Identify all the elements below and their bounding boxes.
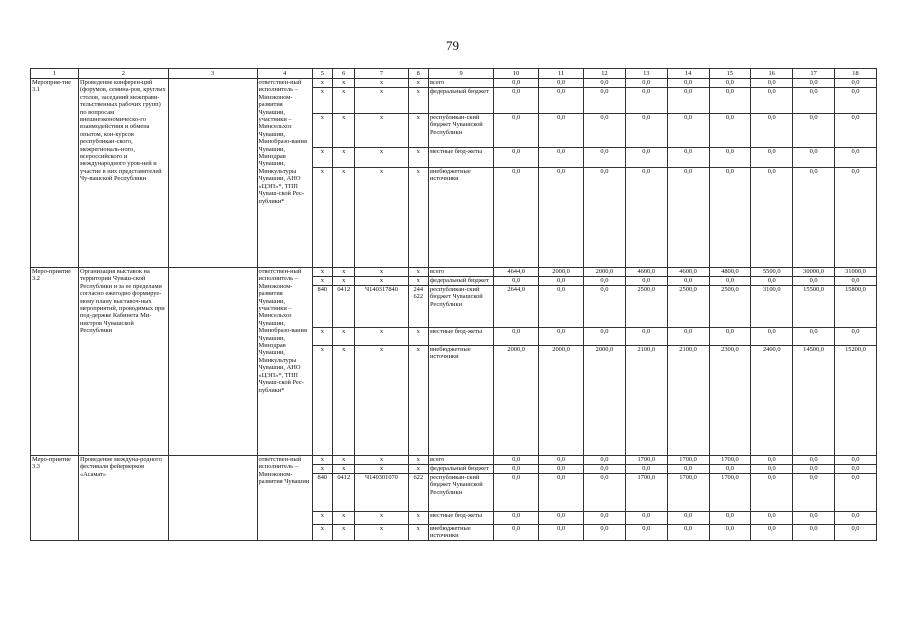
funding-value: 0,0 <box>834 525 876 541</box>
funding-value: 0,0 <box>751 114 793 148</box>
funding-source: федеральный бюджет <box>428 277 493 286</box>
expense-type-code: x <box>408 346 428 456</box>
measure-name: Организация выставок на территории Чуваш-ской Республики и за ее пределами согласно ежегодно формируе-мому плану выставоч-ных мероприятий, проводимых при под-держке Кабинета Ми-нистров Чувашской Республики <box>78 268 168 456</box>
funding-value: 0,0 <box>584 79 626 88</box>
funding-value: 0,0 <box>584 277 626 286</box>
funding-value: 0,0 <box>834 114 876 148</box>
section-code: x <box>333 277 355 286</box>
grbs-code: x <box>312 114 332 148</box>
funding-value: 0,0 <box>539 474 584 512</box>
funding-value: 0,0 <box>625 79 667 88</box>
section-code: x <box>333 456 355 465</box>
funding-value: 0,0 <box>751 79 793 88</box>
funding-source: республикан-ский бюджет Чувашской Республики <box>428 474 493 512</box>
section-code: 0412 <box>333 474 355 512</box>
funding-value: 0,0 <box>751 465 793 474</box>
funding-value: 0,0 <box>751 456 793 465</box>
column-header: 12 <box>584 69 626 79</box>
expense-type-code: x <box>408 277 428 286</box>
expense-type-code: x <box>408 328 428 346</box>
grbs-code: 840 <box>312 474 332 512</box>
funding-value: 0,0 <box>709 277 751 286</box>
funding-value: 0,0 <box>584 512 626 525</box>
funding-value: 0,0 <box>584 474 626 512</box>
funding-value: 0,0 <box>494 88 539 114</box>
measure-executor: ответствен-ный исполнитель – Минэконом-развития Чувашии <box>257 456 312 541</box>
expense-type-code: 244 622 <box>408 286 428 328</box>
funding-source: всего <box>428 268 493 277</box>
column-header: 17 <box>793 69 835 79</box>
funding-value: 2644,0 <box>494 286 539 328</box>
expense-type-code: x <box>408 512 428 525</box>
column-header: 4 <box>257 69 312 79</box>
section-code: x <box>333 268 355 277</box>
funding-value: 2300,0 <box>709 346 751 456</box>
funding-value: 0,0 <box>494 328 539 346</box>
column-header: 15 <box>709 69 751 79</box>
column-header: 2 <box>78 69 168 79</box>
header-row <box>31 69 877 79</box>
budget-table <box>30 68 877 541</box>
funding-value: 0,0 <box>494 79 539 88</box>
funding-value: 0,0 <box>834 79 876 88</box>
funding-value: 1700,0 <box>709 474 751 512</box>
measure-executor: ответствен-ный исполнитель – Минэконом-развития Чувашии, участники – Минсельхоз Чувашии, Минобразо-вания Чувашии, Минздрав Чувашии, Минкультуры Чувашии, АНО «ЦЭП»*, ТПП Чуваш-ской Рес-публики* <box>257 268 312 456</box>
funding-value: 0,0 <box>709 79 751 88</box>
target-article-code: x <box>355 148 408 168</box>
funding-value: 0,0 <box>494 525 539 541</box>
funding-value: 0,0 <box>834 168 876 268</box>
funding-source: республикан-ский бюджет Чувашской Республики <box>428 114 493 148</box>
grbs-code: x <box>312 148 332 168</box>
target-article-code: Ч140317840 <box>355 286 408 328</box>
funding-value: 0,0 <box>793 79 835 88</box>
measure-code: Меро-приятие 3.3 <box>31 456 79 541</box>
funding-value: 0,0 <box>751 328 793 346</box>
funding-source: местные бюд-жеты <box>428 512 493 525</box>
funding-value: 0,0 <box>494 148 539 168</box>
target-article-code: x <box>355 268 408 277</box>
table-row <box>31 268 877 277</box>
section-code: 0412 <box>333 286 355 328</box>
funding-value: 4644,0 <box>494 268 539 277</box>
target-article-code: x <box>355 328 408 346</box>
funding-value: 1700,0 <box>625 474 667 512</box>
funding-value: 2500,0 <box>667 286 709 328</box>
funding-value: 0,0 <box>793 465 835 474</box>
target-article-code: x <box>355 465 408 474</box>
funding-value: 0,0 <box>793 512 835 525</box>
expense-type-code: x <box>408 465 428 474</box>
funding-value: 0,0 <box>751 277 793 286</box>
funding-value: 0,0 <box>625 148 667 168</box>
funding-value: 0,0 <box>584 286 626 328</box>
funding-value: 0,0 <box>625 114 667 148</box>
section-code: x <box>333 328 355 346</box>
funding-value: 0,0 <box>625 328 667 346</box>
funding-value: 0,0 <box>834 465 876 474</box>
funding-value: 0,0 <box>793 277 835 286</box>
funding-value: 0,0 <box>539 168 584 268</box>
funding-value: 2000,0 <box>494 346 539 456</box>
table-row <box>31 456 877 465</box>
funding-value: 2000,0 <box>584 346 626 456</box>
column-header: 9 <box>428 69 493 79</box>
target-article-code: Ч140301070 <box>355 474 408 512</box>
funding-source: всего <box>428 79 493 88</box>
funding-value: 1700,0 <box>709 456 751 465</box>
funding-value: 0,0 <box>793 525 835 541</box>
funding-value: 0,0 <box>625 168 667 268</box>
grbs-code: x <box>312 277 332 286</box>
funding-value: 0,0 <box>494 512 539 525</box>
funding-value: 0,0 <box>494 465 539 474</box>
funding-value: 0,0 <box>584 114 626 148</box>
funding-value: 0,0 <box>584 168 626 268</box>
column-header: 7 <box>355 69 408 79</box>
funding-value: 0,0 <box>667 465 709 474</box>
funding-value: 0,0 <box>834 474 876 512</box>
funding-value: 0,0 <box>793 88 835 114</box>
funding-value: 0,0 <box>539 286 584 328</box>
section-code: x <box>333 88 355 114</box>
target-article-code: x <box>355 168 408 268</box>
funding-value: 0,0 <box>751 512 793 525</box>
grbs-code: x <box>312 346 332 456</box>
funding-value: 0,0 <box>494 474 539 512</box>
funding-value: 4800,0 <box>709 268 751 277</box>
funding-source: всего <box>428 456 493 465</box>
funding-source: федеральный бюджет <box>428 465 493 474</box>
funding-value: 0,0 <box>584 525 626 541</box>
grbs-code: x <box>312 79 332 88</box>
measure-column-3 <box>168 79 257 268</box>
funding-value: 0,0 <box>494 168 539 268</box>
funding-value: 0,0 <box>625 88 667 114</box>
target-article-code: x <box>355 512 408 525</box>
funding-value: 0,0 <box>494 114 539 148</box>
funding-value: 0,0 <box>539 525 584 541</box>
grbs-code: x <box>312 456 332 465</box>
funding-value: 31000,0 <box>834 268 876 277</box>
funding-source: местные бюд-жеты <box>428 328 493 346</box>
funding-value: 0,0 <box>539 79 584 88</box>
funding-value: 0,0 <box>793 328 835 346</box>
funding-value: 0,0 <box>834 148 876 168</box>
funding-value: 0,0 <box>793 114 835 148</box>
funding-value: 0,0 <box>834 277 876 286</box>
funding-source: местные бюд-жеты <box>428 148 493 168</box>
section-code: x <box>333 512 355 525</box>
measure-column-3 <box>168 268 257 456</box>
section-code: x <box>333 346 355 456</box>
grbs-code: x <box>312 512 332 525</box>
funding-value: 0,0 <box>751 148 793 168</box>
funding-value: 0,0 <box>834 88 876 114</box>
funding-value: 0,0 <box>625 525 667 541</box>
measure-name: Проведение конферен-ций (форумов, семина-ров, круглых столов, заседаний межправи-тельственных рабочих групп) по вопросам внешнеэкономическо-го взаимодействия и обмена опытом, кон-курсов республикан-ского, межрегиональ-ного, всероссийского и международного уров-ней и участие в них представителей Чу-вашской Республики <box>78 79 168 268</box>
funding-value: 0,0 <box>793 456 835 465</box>
funding-value: 0,0 <box>751 525 793 541</box>
funding-value: 2100,0 <box>625 346 667 456</box>
grbs-code: x <box>312 88 332 114</box>
funding-value: 0,0 <box>667 328 709 346</box>
section-code: x <box>333 114 355 148</box>
funding-value: 0,0 <box>584 465 626 474</box>
expense-type-code: x <box>408 114 428 148</box>
section-code: x <box>333 525 355 541</box>
column-header: 18 <box>834 69 876 79</box>
funding-value: 0,0 <box>625 277 667 286</box>
funding-value: 15800,0 <box>834 286 876 328</box>
funding-value: 0,0 <box>667 525 709 541</box>
funding-value: 0,0 <box>584 456 626 465</box>
funding-value: 0,0 <box>709 328 751 346</box>
measure-executor: ответствен-ный исполнитель – Минэконом-развития Чувашии, участники – Минсельхоз Чувашии, Минобразо-вания Чувашии, Минздрав Чувашии, Минкультуры Чувашии, АНО «ЦЭП»*, ТПП Чуваш-ской Рес-публики* <box>257 79 312 268</box>
funding-value: 0,0 <box>709 512 751 525</box>
funding-value: 2400,0 <box>751 346 793 456</box>
funding-value: 0,0 <box>667 148 709 168</box>
funding-value: 0,0 <box>625 512 667 525</box>
expense-type-code: x <box>408 268 428 277</box>
funding-source: внебюджетные источники <box>428 168 493 268</box>
grbs-code: x <box>312 168 332 268</box>
funding-value: 0,0 <box>709 148 751 168</box>
column-header: 5 <box>312 69 332 79</box>
grbs-code: x <box>312 268 332 277</box>
funding-value: 0,0 <box>584 328 626 346</box>
grbs-code: x <box>312 328 332 346</box>
funding-value: 0,0 <box>539 114 584 148</box>
funding-value: 0,0 <box>667 277 709 286</box>
funding-value: 0,0 <box>834 512 876 525</box>
funding-value: 0,0 <box>625 465 667 474</box>
measure-name: Проведение междуна-родного фестиваля фейерверков «Асамат» <box>78 456 168 541</box>
funding-value: 0,0 <box>834 456 876 465</box>
section-code: x <box>333 465 355 474</box>
column-header: 8 <box>408 69 428 79</box>
funding-value: 0,0 <box>539 456 584 465</box>
funding-value: 0,0 <box>539 465 584 474</box>
funding-value: 0,0 <box>667 88 709 114</box>
expense-type-code: 622 <box>408 474 428 512</box>
funding-value: 0,0 <box>667 168 709 268</box>
funding-value: 0,0 <box>494 456 539 465</box>
grbs-code: x <box>312 465 332 474</box>
funding-value: 0,0 <box>667 114 709 148</box>
funding-value: 0,0 <box>709 88 751 114</box>
funding-value: 0,0 <box>667 512 709 525</box>
table-row <box>31 79 877 88</box>
funding-value: 30000,0 <box>793 268 835 277</box>
table-body <box>31 79 877 541</box>
funding-value: 0,0 <box>539 277 584 286</box>
funding-value: 3100,0 <box>751 286 793 328</box>
column-header: 16 <box>751 69 793 79</box>
funding-value: 0,0 <box>751 168 793 268</box>
expense-type-code: x <box>408 525 428 541</box>
funding-value: 0,0 <box>709 525 751 541</box>
funding-source: федеральный бюджет <box>428 88 493 114</box>
funding-source: внебюджетные источники <box>428 525 493 541</box>
section-code: x <box>333 79 355 88</box>
funding-value: 14500,0 <box>793 346 835 456</box>
funding-value: 2000,0 <box>539 268 584 277</box>
grbs-code: 840 <box>312 286 332 328</box>
column-header: 13 <box>625 69 667 79</box>
expense-type-code: x <box>408 456 428 465</box>
measure-code: Меро-приятие 3.2 <box>31 268 79 456</box>
column-header: 3 <box>168 69 257 79</box>
measure-code: Мероприя-тие 3.1 <box>31 79 79 268</box>
target-article-code: x <box>355 346 408 456</box>
column-header: 11 <box>539 69 584 79</box>
page-number: 79 <box>446 38 459 53</box>
funding-value: 0,0 <box>494 277 539 286</box>
funding-value: 15500,0 <box>793 286 835 328</box>
funding-value: 15200,0 <box>834 346 876 456</box>
funding-value: 2500,0 <box>709 286 751 328</box>
measure-column-3 <box>168 456 257 541</box>
expense-type-code: x <box>408 88 428 114</box>
column-header: 14 <box>667 69 709 79</box>
target-article-code: x <box>355 525 408 541</box>
funding-value: 1700,0 <box>667 474 709 512</box>
funding-value: 0,0 <box>709 114 751 148</box>
target-article-code: x <box>355 79 408 88</box>
target-article-code: x <box>355 456 408 465</box>
funding-value: 0,0 <box>584 88 626 114</box>
expense-type-code: x <box>408 79 428 88</box>
funding-value: 0,0 <box>793 168 835 268</box>
target-article-code: x <box>355 114 408 148</box>
funding-value: 0,0 <box>793 148 835 168</box>
funding-value: 1700,0 <box>667 456 709 465</box>
funding-value: 0,0 <box>584 148 626 168</box>
target-article-code: x <box>355 88 408 114</box>
funding-value: 1700,0 <box>625 456 667 465</box>
funding-source: внебюджетные источники <box>428 346 493 456</box>
expense-type-code: x <box>408 148 428 168</box>
target-article-code: x <box>355 277 408 286</box>
funding-value: 4600,0 <box>625 268 667 277</box>
grbs-code: x <box>312 525 332 541</box>
funding-value: 2000,0 <box>584 268 626 277</box>
funding-value: 0,0 <box>793 474 835 512</box>
funding-value: 2500,0 <box>625 286 667 328</box>
funding-value: 0,0 <box>709 168 751 268</box>
column-header: 1 <box>31 69 79 79</box>
section-code: x <box>333 148 355 168</box>
funding-value: 0,0 <box>667 79 709 88</box>
funding-value: 0,0 <box>539 88 584 114</box>
funding-value: 0,0 <box>834 328 876 346</box>
funding-value: 2100,0 <box>667 346 709 456</box>
funding-value: 0,0 <box>539 328 584 346</box>
funding-value: 0,0 <box>751 88 793 114</box>
section-code: x <box>333 168 355 268</box>
funding-value: 0,0 <box>539 148 584 168</box>
column-header: 10 <box>494 69 539 79</box>
funding-value: 0,0 <box>539 512 584 525</box>
funding-value: 0,0 <box>709 465 751 474</box>
funding-value: 5500,0 <box>751 268 793 277</box>
funding-value: 2000,0 <box>539 346 584 456</box>
funding-value: 4600,0 <box>667 268 709 277</box>
expense-type-code: x <box>408 168 428 268</box>
funding-source: республикан-ский бюджет Чувашской Республики <box>428 286 493 328</box>
column-header: 6 <box>333 69 355 79</box>
funding-value: 0,0 <box>751 474 793 512</box>
